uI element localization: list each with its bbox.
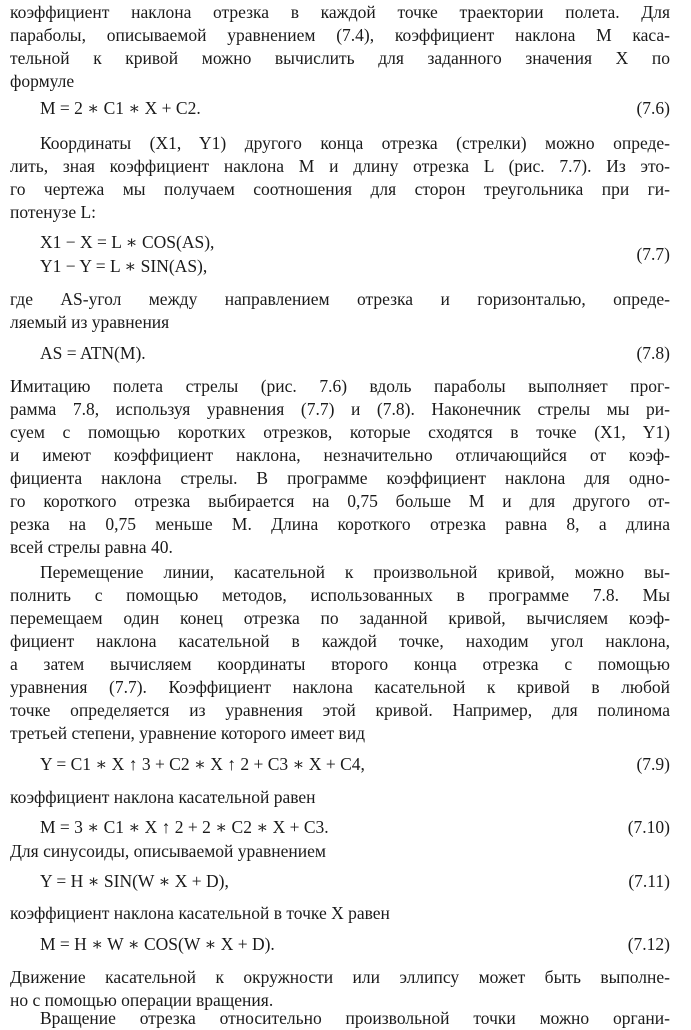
equation-formula: Y1 − Y = L ∗ SIN(AS),: [40, 256, 208, 276]
text-line: Координаты (X1, Y1) другого конца отрезка (стрелки) можно опреде-: [40, 133, 670, 153]
equation-number: (7.6): [636, 98, 670, 118]
equation-formula: Y = C1 ∗ X ↑ 3 + C2 ∗ X ↑ 2 + C3 ∗ X + C4,: [40, 754, 365, 774]
equation-number: (7.9): [636, 754, 670, 774]
text-line: ляемый из уравнения: [10, 312, 170, 332]
text-line: формуле: [10, 71, 75, 91]
equation-formula: Y = H ∗ SIN(W ∗ X + D),: [40, 871, 229, 891]
equation-formula: X1 − X = L ∗ COS(AS),: [40, 232, 215, 252]
text-line: резка на 0,75 меньше M. Длина короткого отрезка равна 8, а длина: [10, 514, 670, 534]
text-line: всей стрелы равна 40.: [10, 537, 173, 557]
text-line: фициент наклона касательной в каждой точке, находим угол наклона,: [10, 631, 670, 651]
text-line: Движение касательной к окружности или эллипсу может быть выполне-: [10, 967, 670, 987]
text-line: уравнения (7.7). Коэффициент наклона касательной к кривой в любой: [10, 677, 670, 697]
text-line: полнить с помощью методов, использованных в программе 7.8. Мы: [10, 585, 670, 605]
equation-formula: M = 2 ∗ C1 ∗ X + C2.: [40, 98, 201, 118]
text-line: Перемещение линии, касательной к произвольной кривой, можно вы-: [40, 562, 670, 582]
equation-number: (7.10): [627, 817, 670, 837]
equation-number: (7.12): [627, 934, 670, 954]
text-line: коэффициент наклона касательной в точке X равен: [10, 903, 390, 923]
text-line: третьей степени, уравнение которого имеет вид: [10, 723, 366, 743]
text-line: коэффициент наклона отрезка в каждой точке траектории полета. Для: [10, 2, 670, 22]
text-line: фициента наклона стрелы. В программе коэффициент наклона для одно-: [10, 468, 670, 488]
equation-formula: M = 3 ∗ C1 ∗ X ↑ 2 + 2 ∗ C2 ∗ X + C3.: [40, 817, 329, 837]
equation-formula: AS = ATN(M).: [40, 343, 146, 363]
text-line: коэффициент наклона касательной равен: [10, 787, 316, 807]
text-line: и имеют коэффициент наклона, незначительно отличающийся от коэф-: [10, 445, 670, 465]
text-line: где AS-угол между направлением отрезка и горизонталью, опреде-: [10, 289, 670, 309]
text-line: Для синусоиды, описываемой уравнением: [10, 841, 327, 861]
text-line: но с помощью операции вращения.: [10, 990, 274, 1010]
equation-number: (7.11): [628, 871, 670, 891]
text-line: Вращение отрезка относительно произвольной точки можно органи-: [40, 1008, 670, 1028]
text-line: го короткого отрезка выбирается на 0,75 больше M и для другого от-: [10, 491, 670, 511]
text-line: рамма 7.8, используя уравнения (7.7) и (7.8). Наконечник стрелы мы ри-: [10, 399, 670, 419]
text-line: Имитацию полета стрелы (рис. 7.6) вдоль параболы выполняет прог-: [10, 376, 670, 396]
text-line: параболы, описываемой уравнением (7.4), коэффициент наклона M каса-: [10, 25, 670, 45]
text-line: потенузе L:: [10, 202, 97, 222]
text-line: тельной к кривой можно вычислить для заданного значения X по: [10, 48, 670, 68]
text-line: го чертежа мы получаем соотношения для сторон треугольника при ги-: [10, 179, 670, 199]
text-line: суем с помощью коротких отрезков, которые сходятся в точке (X1, Y1): [10, 422, 670, 442]
equation-number: (7.8): [636, 343, 670, 363]
equation-formula: M = H ∗ W ∗ COS(W ∗ X + D).: [40, 934, 275, 954]
text-line: перемещаем один конец отрезка по заданной кривой, вычисляем коэф-: [10, 608, 670, 628]
equation-number-7-7: (7.7): [636, 244, 670, 264]
text-line: точке определяется из уравнения этой кривой. Например, для полинома: [10, 700, 670, 720]
text-line: а затем вычисляем координаты второго конца отрезка с помощью: [10, 654, 670, 674]
text-line: лить, зная коэффициент наклона M и длину отрезка L (рис. 7.7). Из это-: [10, 156, 670, 176]
